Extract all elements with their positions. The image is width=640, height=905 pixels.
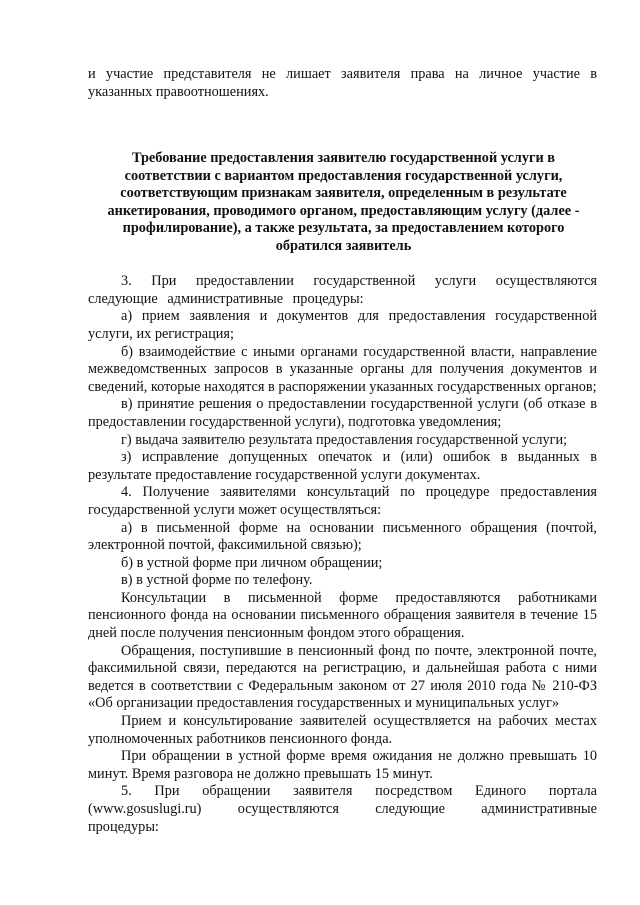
- paragraph-3g: г) выдача заявителю результата предоставления государственной услуги;: [121, 431, 568, 448]
- paragraph-3v: в) принятие решения о предоставлении государственной услуги (об отказе в предоставлении государственной услуги), подготовка уведомления;: [88, 396, 597, 430]
- paragraph-waiting-time: При обращении в устной форме время ожидания не должно превышать 10 минут. Время разговора не должно превышать 15 минут.: [88, 748, 597, 782]
- paragraph-appeals: Обращения, поступившие в пенсионный фонд по почте, электронной почте, факсимильной связи, передаются на регистрацию, и дальнейшая работа с ними ведется в соответствии с Федеральным законом от 27 июля 2010 года № 210-ФЗ «Об организации предоставления государственных и муниципальных услуг»: [88, 642, 597, 712]
- paragraph-3: 3. При предоставлении государственной услуги осуществляются следующие административные процедуры:: [88, 273, 597, 307]
- paragraph-4: 4. Получение заявителями консультаций по процедуре предоставления государственной услуги может осуществляться:: [88, 484, 597, 518]
- intro-paragraph: и участие представителя не лишает заявителя права на личное участие в указанных правоотношениях.: [88, 66, 597, 100]
- paragraph-5: 5. При обращении заявителя посредством Единого портала (www.gosuslugi.ru) осуществляются следующие административные процедуры:: [88, 783, 597, 835]
- paragraph-4a: а) в письменной форме на основании письменного обращения (почтой, электронной почтой, факсимильной связью);: [88, 519, 597, 554]
- paragraph-3b: б) взаимодействие с иными органами государственной власти, направление межведомственных запросов в указанные органы для получения документов и сведений, которые находятся в распоряжении указанных государственных органов;: [88, 343, 597, 395]
- section-heading: Требование предоставления заявителю государственной услуги в соответствии с вариантом предоставления государственной услуги, соответствующим признакам заявителя, определенным в результате анкетирования, проводимого органом, предоставляющим услугу (далее - профилирование), а также результата, за предоставлением которого обратился заявитель: [107, 150, 580, 254]
- paragraph-4v: в) в устной форме по телефону.: [121, 572, 313, 589]
- paragraph-consultations: Консультации в письменной форме предоставляются работниками пенсионного фонда на основании письменного обращения заявителя в течение 15 дней после получения пенсионным фондом этого обращения.: [88, 589, 597, 642]
- paragraph-3z: з) исправление допущенных опечаток и (или) ошибок в выданных в результате предоставление государственной услуги документах.: [88, 449, 597, 483]
- paragraph-4b: б) в устной форме при личном обращении;: [121, 554, 383, 571]
- paragraph-reception: Прием и консультирование заявителей осуществляется на рабочих местах уполномоченных работников пенсионного фонда.: [88, 713, 597, 747]
- paragraph-3a: а) прием заявления и документов для предоставления государственной услуги, их регистрация;: [88, 308, 597, 342]
